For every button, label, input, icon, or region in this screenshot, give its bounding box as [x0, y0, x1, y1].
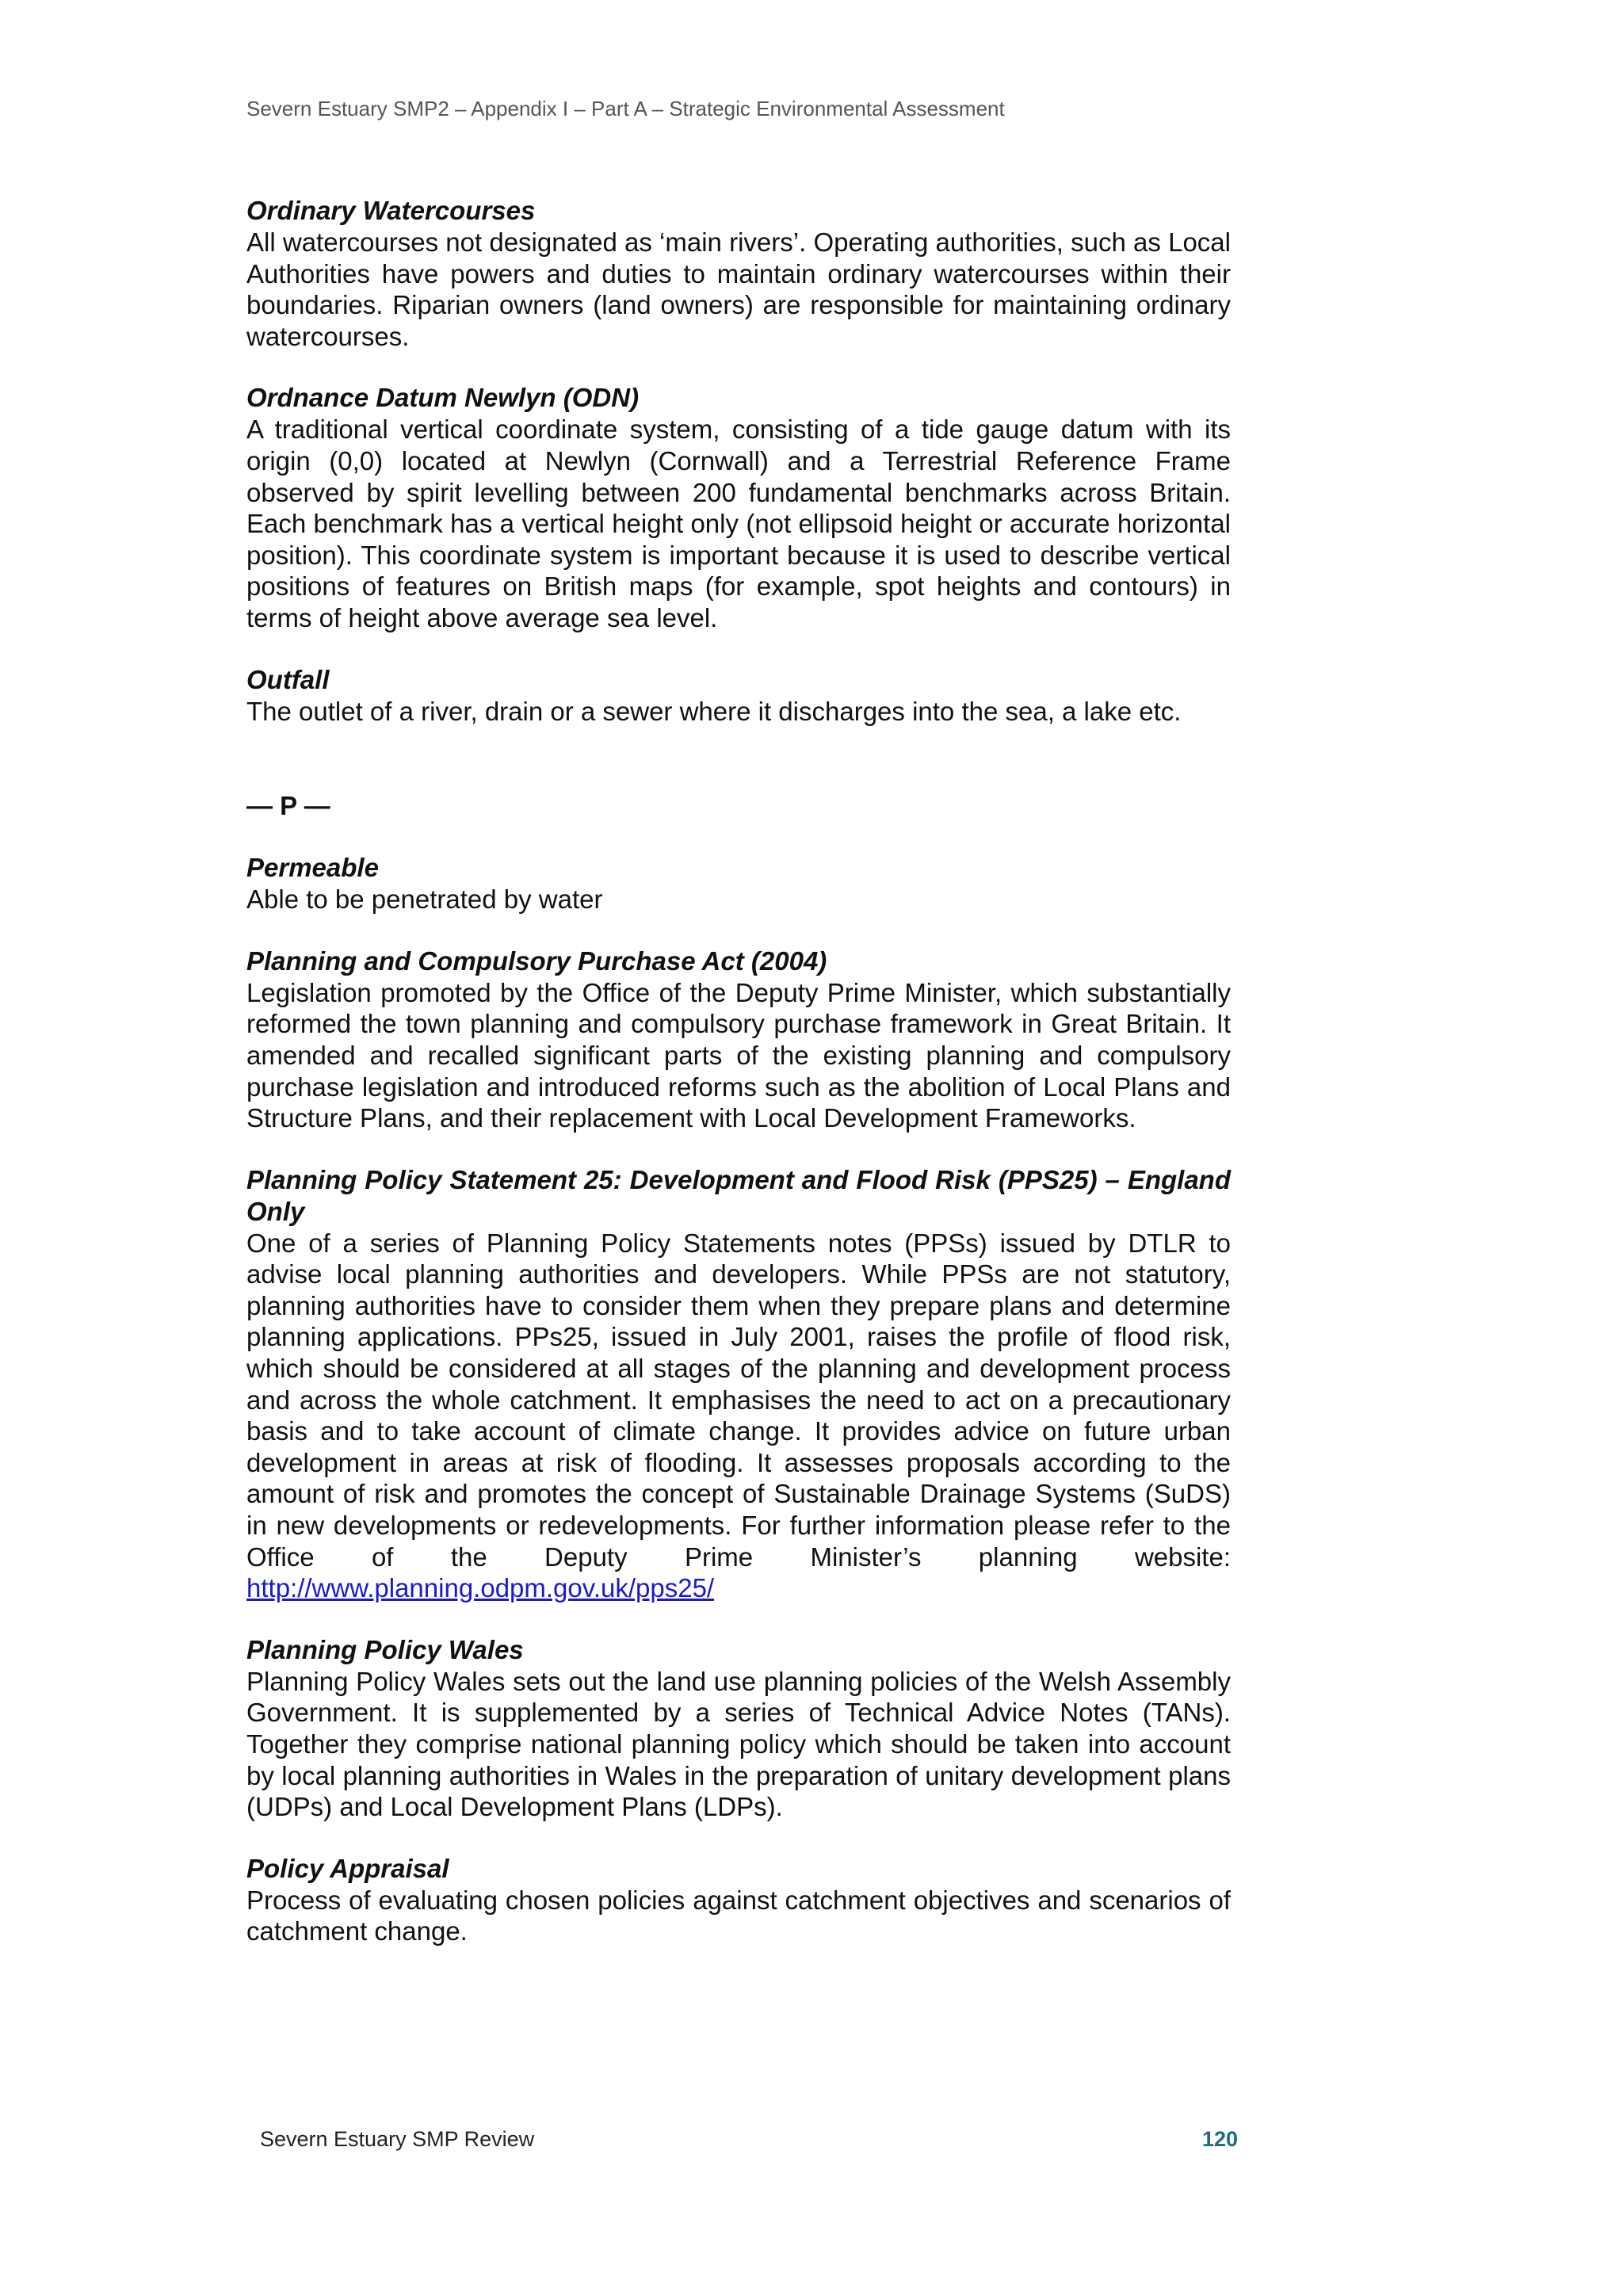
glossary-term: Ordinary Watercourses — [246, 196, 536, 225]
definition-text: One of a series of Planning Policy Statements notes (PPSs) issued by DTLR to advise local planning authorities and developers. While PPSs are not statutory, planning authorities have to consider them when they prepare plans and determine planning applications. PPs25, issued in July 2001, raises the profile of flood risk, which should be considered at all stages of the planning and development process and across the whole catchment. It emphasises the need to act on a precautionary basis and to take account of climate change. It provides advice on future urban development in areas at risk of flooding. It assesses proposals according to the amount of risk and promotes the concept of Sustainable Drainage Systems (SuDS) in new developments or redevelopments. For further information please refer to the Office of the Deputy Prime Minister’s planning website: — [246, 1228, 1231, 1572]
pps25-website-link[interactable]: http://www.planning.odpm.gov.uk/pps25/ — [246, 1573, 715, 1603]
glossary-entry — [246, 946, 1231, 1134]
section-spacer — [246, 822, 1231, 852]
glossary-term: Planning Policy Statement 25: Development and Flood Risk (PPS25) – England Only — [246, 1164, 1231, 1226]
glossary-definition: A traditional vertical coordinate system, consisting of a tide gauge datum with its origin (0,0) located at Newlyn (Cornwall) and a Terrestrial Reference Frame observed by spirit levelling between 200 fundamental benchmarks across Britain. Each benchmark has a vertical height only (not ellipsoid height or accurate horizontal position). This coordinate system is important because it is used to describe vertical positions of features on British maps (for example, spot heights and contours) in terms of height above average sea level. — [246, 415, 1231, 632]
glossary-entry — [246, 1164, 1231, 1604]
section-spacer — [246, 727, 1231, 790]
page-header: Severn Estuary SMP2 – Appendix I – Part A – Strategic Environmental Assessment — [246, 97, 1005, 120]
glossary-term: Planning Policy Wales — [246, 1634, 524, 1664]
glossary-entry — [246, 664, 1231, 728]
glossary-definition — [246, 1228, 1231, 1604]
glossary-term: Outfall — [246, 664, 330, 694]
glossary-entry — [246, 1634, 1231, 1823]
glossary-definition: Process of evaluating chosen policies against catchment objectives and scenarios of catchment change. — [246, 1885, 1231, 1946]
glossary-term: Ordnance Datum Newlyn (ODN) — [246, 383, 640, 413]
glossary-definition: Able to be penetrated by water — [246, 884, 603, 915]
glossary-entry — [246, 852, 1231, 915]
glossary-content — [246, 195, 1231, 1977]
glossary-entry — [246, 382, 1231, 633]
page-footer — [260, 2127, 1238, 2159]
glossary-entry — [246, 195, 1231, 352]
glossary-term: Policy Appraisal — [246, 1853, 449, 1883]
section-heading-p: — P — — [246, 791, 330, 821]
glossary-definition: All watercourses not designated as ‘main rivers’. Operating authorities, such as Local Authorities have powers and duties to maintain ordinary watercourses within their boundaries. Riparian owners (land owners) are responsible for maintaining ordinary watercourses. — [246, 227, 1231, 351]
glossary-definition: Planning Policy Wales sets out the land use planning policies of the Welsh Assembly Government. It is supplemented by a series of Technical Advice Notes (TANs). Together they comprise national planning policy which should be taken into account by local planning authorities in Wales in the preparation of unitary development plans (UDPs) and Local Development Plans (LDPs). — [246, 1666, 1231, 1822]
glossary-definition: Legislation promoted by the Office of the Deputy Prime Minister, which substantially reformed the town planning and compulsory purchase framework in Great Britain. It amended and recalled significant parts of the existing planning and compulsory purchase legislation and introduced reforms such as the abolition of Local Plans and Structure Plans, and their replacement with Local Development Frameworks. — [246, 977, 1231, 1133]
glossary-entry — [246, 1853, 1231, 1947]
glossary-term: Planning and Compulsory Purchase Act (2004) — [246, 946, 827, 976]
footer-title: Severn Estuary SMP Review — [260, 2127, 535, 2151]
page-number: 120 — [1201, 2127, 1238, 2151]
glossary-definition: The outlet of a river, drain or a sewer where it discharges into the sea, a lake etc. — [246, 696, 1182, 726]
glossary-term: Permeable — [246, 853, 379, 883]
